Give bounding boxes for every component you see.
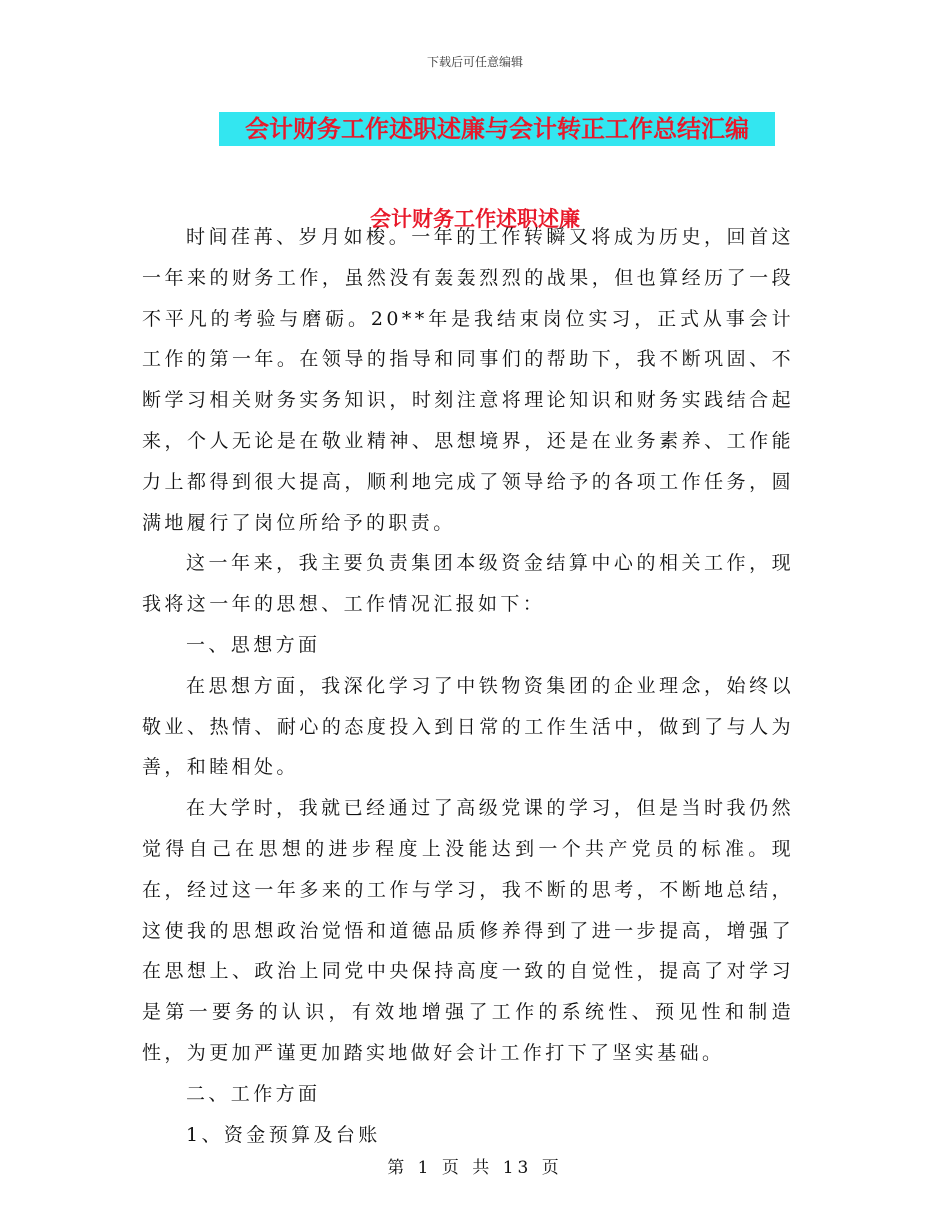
document-main-title: 会计财务工作述职述廉与会计转正工作总结汇编	[245, 115, 749, 143]
main-title-highlight	[219, 112, 775, 146]
subheading-budget: 1、资金预算及台账	[186, 1123, 381, 1146]
page-footer-number: 第 1 页 共 13 页	[387, 1158, 563, 1178]
heading-work: 二、工作方面	[186, 1082, 321, 1105]
document-body	[142, 217, 794, 1155]
heading-thought: 一、思想方面	[186, 633, 321, 656]
paragraph-thought-1: 在思想方面，我深化学习了中铁物资集团的企业理念，始终以敬业、热情、耐心的态度投入到日常的工作生活中，做到了与人为善，和睦相处。	[142, 674, 794, 779]
paragraph-intro: 时间荏苒、岁月如梭。一年的工作转瞬又将成为历史，回首这一年来的财务工作，虽然没有轰轰烈烈的战果，但也算经历了一段不平凡的考验与磨砺。20**年是我结束岗位实习，正式从事会计工作的第一年。在领导的指导和同事们的帮助下，我不断巩固、不断学习相关财务实务知识，时刻注意将理论知识和财务实践结合起来，个人无论是在敬业精神、思想境界，还是在业务素养、工作能力上都得到很大提高，顺利地完成了领导给予的各项工作任务，圆满地履行了岗位所给予的职责。	[142, 226, 794, 534]
paragraph-overview: 这一年来，我主要负责集团本级资金结算中心的相关工作，现我将这一年的思想、工作情况汇报如下：	[142, 552, 794, 616]
paragraph-thought-2: 在大学时，我就已经通过了高级党课的学习，但是当时我仍然觉得自己在思想的进步程度上没能达到一个共产党员的标准。现在，经过这一年多来的工作与学习，我不断的思考，不断地总结，这使我的思想政治觉悟和道德品质修养得到了进一步提高，增强了在思想上、政治上同党中央保持高度一致的自觉性，提高了对学习是第一要务的认识，有效地增强了工作的系统性、预见性和制造性，为更加严谨更加踏实地做好会计工作打下了坚实基础。	[142, 797, 794, 1064]
section-title: 会计财务工作述职述廉	[370, 207, 580, 231]
page-header-note: 下载后可任意编辑	[426, 55, 523, 69]
